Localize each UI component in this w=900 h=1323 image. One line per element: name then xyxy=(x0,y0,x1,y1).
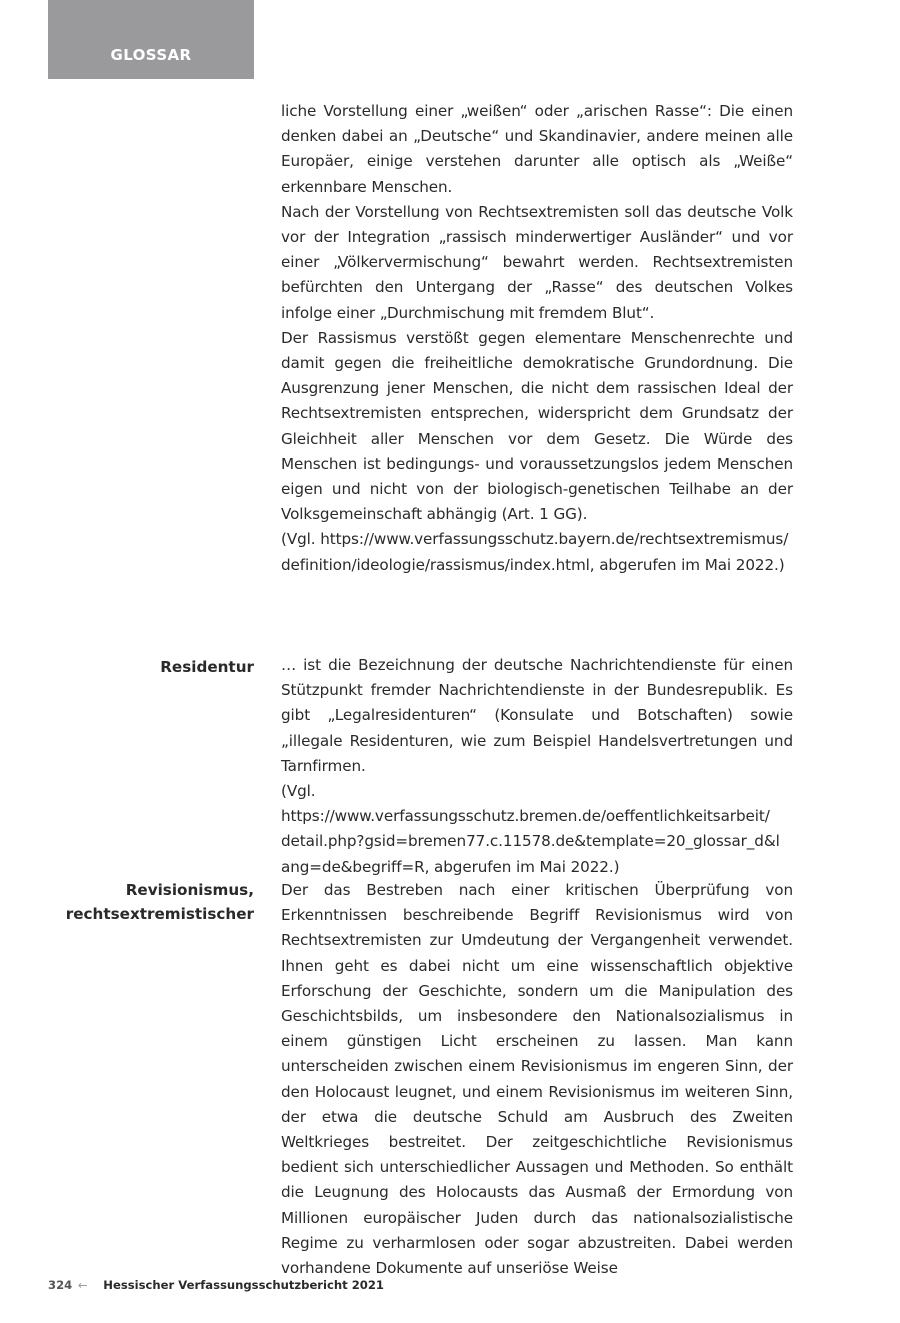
glossary-definition-revisionismus xyxy=(281,878,793,1281)
term-line: Revisionismus, xyxy=(125,881,254,899)
reference-citation: (Vgl. https://www.verfassungsschutz.bremen.de/oeffentlichkeitsarbeit/ detail.php?gsid=bremen77.c.11578.de&template=20_glossar_d&l ang=de&begriff=R, abgerufen im Mai 2022.) xyxy=(281,782,780,876)
body-paragraph: Der Rassismus verstößt gegen elementare Menschenrechte und damit gegen die freiheitliche demokratische Grundordnung. Die Ausgrenzung jener Menschen, die nicht dem rassischen Ideal der Rechtsextremisten entsprechen, widerspricht dem Grundsatz der Gleichheit aller Menschen vor dem Gesetz. Die Würde des Menschen ist bedingungs- und voraussetzungslos jedem Menschen eigen und nicht von der biologisch-genetischen Teilhabe an der Volksgemeinschaft abhängig (Art. 1 GG). xyxy=(281,328,793,524)
section-label: GLOSSAR xyxy=(110,46,192,64)
page-number: 324 xyxy=(48,1278,73,1292)
arrow-left-icon: ← xyxy=(77,1278,88,1292)
body-paragraph: liche Vorstellung einer „weißen“ oder „arischen Rasse“: Die einen denken dabei an „Deutsche“ und Skandinavier, andere meinen alle Europäer, einige verstehen darunter alle optisch als „Weiße“ erkennbare Menschen. xyxy=(281,102,793,196)
publication-title: Hessischer Verfassungsschutzbericht 2021 xyxy=(103,1278,384,1292)
glossary-term-residentur: Residentur xyxy=(160,658,254,676)
glossary-definition-residentur xyxy=(281,653,793,880)
section-header-tab xyxy=(48,0,254,79)
body-paragraph: … ist die Bezeichnung der deutsche Nachrichtendienste für einen Stützpunkt fremder Nachrichtendienste in der Bundesrepublik. Es gibt „Legalresidenturen“ (Konsulate und Botschaften) sowie „illegale Residenturen, wie zum Beispiel Handelsvertretungen und Tarnfirmen. xyxy=(281,656,793,775)
reference-citation: (Vgl. https://www.verfassungsschutz.bayern.de/rechtsextremismus/ definition/ideologie/rassismus/index.html, abgerufen im Mai 2022.) xyxy=(281,530,789,574)
term-line: rechtsextremistischer xyxy=(65,904,254,923)
body-paragraph: Nach der Vorstellung von Rechtsextremisten soll das deutsche Volk vor der Integration „rassisch minderwertiger Ausländer“ und vor einer „Völkervermischung“ bewahrt werden. Rechtsextremisten befürchten den Untergang der „Rasse“ des deutschen Volkes infolge einer „Durchmischung mit fremdem Blut“. xyxy=(281,202,793,322)
glossary-term-revisionismus xyxy=(34,879,254,926)
page-footer xyxy=(48,1278,384,1292)
continuation-text-block xyxy=(281,99,793,578)
body-paragraph: Der das Bestreben nach einer kritischen Überprüfung von Erkenntnissen beschreibende Begriff Revisionismus wird von Rechtsextremisten zur Umdeutung der Vergangenheit verwendet. Ihnen geht es dabei nicht um eine wissenschaftlich objektive Erforschung der Geschichte, sondern um die Manipulation des Geschichtsbilds, um insbesondere den Nationalsozialismus in einem günstigen Licht erscheinen zu lassen. Man kann unterscheiden zwischen einem Revisionismus im engeren Sinn, der den Holocaust leugnet, und einem Revisionismus im weiteren Sinn, der etwa die deutsche Schuld am Ausbruch des Zweiten Weltkrieges bestreitet. Der zeitgeschichtliche Revisionismus bedient sich unterschiedlicher Aussagen und Methoden. So enthält die Leugnung des Holocausts das Ausmaß der Ermordung von Millionen europäischer Juden durch das nationalsozialistische Regime zu verharmlosen oder sogar abzustreiten. Dabei werden vorhandene Dokumente auf unseriöse Weise xyxy=(281,881,793,1278)
